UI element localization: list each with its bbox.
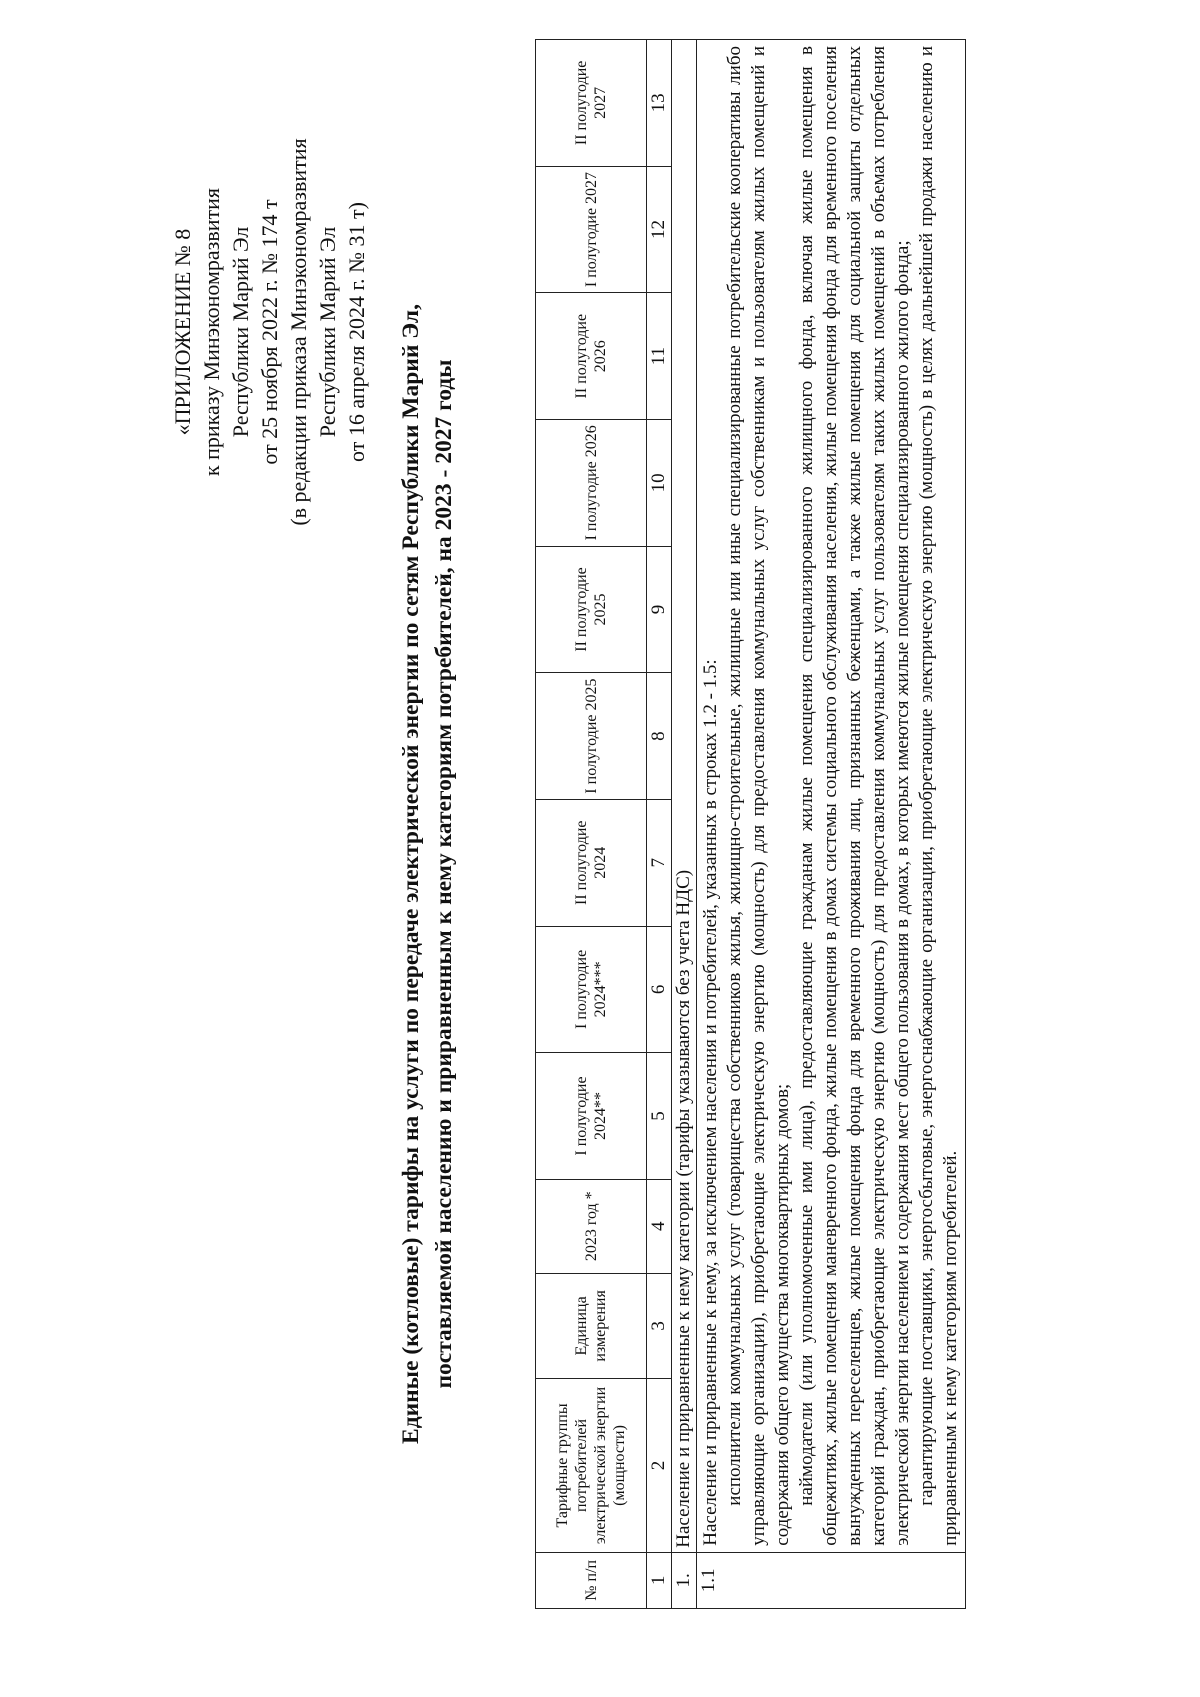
column-number: 10 [647, 420, 672, 547]
header-cell-h1-2024a: I полугодие 2024** [536, 1053, 647, 1180]
header-cell-group: Тарифные группы потребителей электрической энергии (мощности) [536, 1379, 647, 1553]
appendix-line: от 16 апреля 2024 г. № 31 т) [344, 202, 369, 462]
column-number: 5 [647, 1053, 672, 1180]
header-cell-h2-2027: II полугодие 2027 [536, 40, 647, 167]
header-cell-2023: 2023 год * [536, 1179, 647, 1273]
row-paragraph: наймодатели (или уполномоченные ими лица), предоставляющие гражданам жилые помещения специализированного жилищного фонда, включая жилые помещения в общежитиях, жилые помещения маневренного фонда, жилые помещения в домах системы социального обслуживания населения, жилые помещения фонда для временного поселения вынужденных переселенцев, жилые помещения фонда для временного проживания лиц, признанных беженцами, а также жилые помещения для социальной защиты отдельных категорий граждан, приобретающие электрическую энергию (мощность) для предоставления коммунальных услуг пользователям таких жилых помещений в объемах потребления электрической энергии населением и содержания мест общего пользования в домах, в которых имеются жилые помещения специализированного жилого фонда; [796, 46, 913, 1546]
header-cell-h1-2027: I полугодие 2027 [536, 166, 647, 293]
column-number: 3 [647, 1273, 672, 1379]
column-number: 11 [647, 293, 672, 420]
header-cell-h1-2024b: I полугодие 2024*** [536, 926, 647, 1053]
table-row [697, 40, 966, 1609]
appendix-line: Республики Марий Эл [228, 226, 253, 438]
appendix-header [168, 122, 371, 542]
appendix-line: (в редакции приказа Минэкономразвития [286, 138, 311, 526]
column-number: 4 [647, 1179, 672, 1273]
appendix-line: Республики Марий Эл [315, 226, 340, 438]
column-number: 13 [647, 40, 672, 167]
row-text: Население и приравненные к нему категории (тарифы указываются без учета НДС) [672, 40, 697, 1553]
header-cell-h1-2026: I полугодие 2026 [536, 420, 647, 547]
table-row [672, 40, 697, 1609]
tariff-table [535, 39, 966, 1609]
header-cell-num: № п/п [536, 1552, 647, 1608]
column-number: 8 [647, 673, 672, 800]
column-number: 9 [647, 546, 672, 673]
column-number: 6 [647, 926, 672, 1053]
header-cell-h2-2024: II полугодие 2024 [536, 799, 647, 926]
header-row [536, 40, 647, 1609]
column-number-row [647, 40, 672, 1609]
title-line-1: Единые (котловые) тарифы на услуги по передаче электрической энергии по сетям Республики Марий Эл, [398, 304, 424, 1444]
appendix-line: к приказу Минэкономразвития [199, 187, 224, 477]
document-title [395, 159, 461, 1589]
row-intro: Население и приравненные к нему, за исключением населения и потребителей, указанных в строках 1.2 - 1.5: [700, 659, 721, 1546]
column-number: 2 [647, 1379, 672, 1553]
row-text [697, 40, 966, 1553]
column-number: 12 [647, 166, 672, 293]
appendix-line: от 25 ноября 2022 г. № 174 т [257, 199, 282, 465]
title-line-2: поставляемой населению и приравненным к нему категориям потребителей, на 2023 - 2027 годы [431, 359, 457, 1389]
row-paragraph: исполнители коммунальных услуг (товарищества собственников жилья, жилищно-строительные, жилищные или иные специализированные потребительские кооперативы либо управляющие организации), приобретающие электрическую энергию (мощность) для предоставления коммунальных услуг собственникам и пользователям жилых помещений и содержания общего имущества многоквартирных домов; [724, 46, 793, 1546]
row-number: 1. [672, 1552, 697, 1608]
header-cell-h1-2025: I полугодие 2025 [536, 673, 647, 800]
column-number: 1 [647, 1552, 672, 1608]
row-number: 1.1 [697, 1552, 966, 1608]
column-number: 7 [647, 799, 672, 926]
header-cell-h2-2026: II полугодие 2026 [536, 293, 647, 420]
header-cell-h2-2025: II полугодие 2025 [536, 546, 647, 673]
header-cell-unit: Единица измерения [536, 1273, 647, 1379]
appendix-line: «ПРИЛОЖЕНИЕ № 8 [170, 228, 195, 436]
row-paragraph: гарантирующие поставщики, энергосбытовые, энергоснабжающие организации, приобретающие электрическую энергию (мощность) в целях дальнейшей продажи населению и приравненным к нему категориям потребителей. [916, 46, 961, 1546]
